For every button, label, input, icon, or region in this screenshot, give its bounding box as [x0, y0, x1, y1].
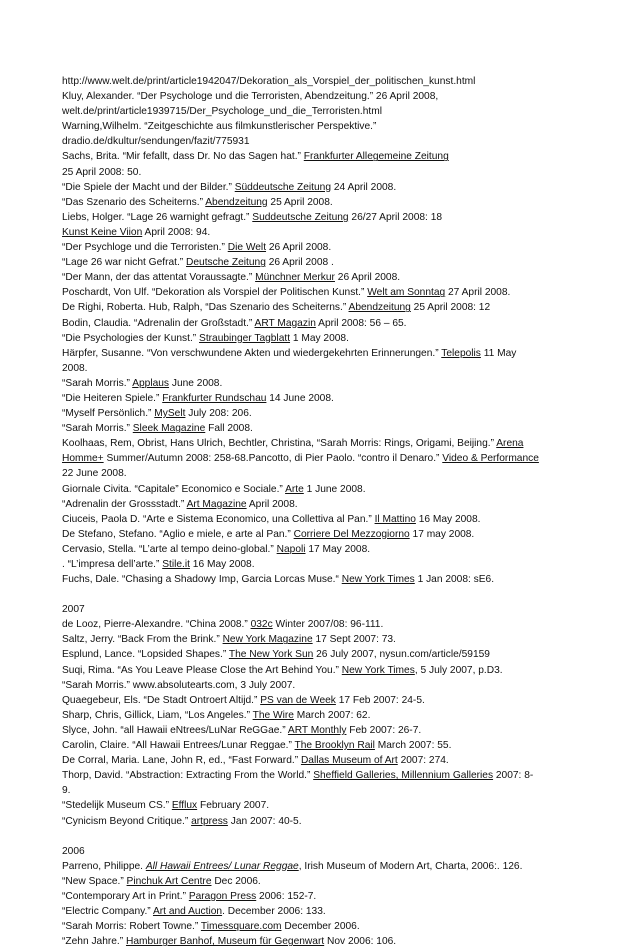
citation-text: Parreno, Philippe.	[62, 860, 146, 872]
citation-text: 2006: 152-7.	[256, 890, 317, 902]
citation-text: 16 May 2008.	[415, 513, 481, 525]
citation-text: “Die Heiteren Spiele.”	[62, 392, 163, 404]
citation-line	[62, 768, 587, 783]
citation-text: . December 2006: 133.	[222, 905, 326, 917]
citation-line	[62, 119, 587, 134]
citation-line	[62, 632, 587, 647]
citation-line	[62, 723, 587, 738]
citation-text: http://www.welt.de/print/article1942047/Dekoration_als_Vorspiel_der_politischen_kunst.html	[62, 76, 476, 87]
citation-line	[62, 874, 587, 889]
publication-title: Applaus	[132, 377, 170, 389]
citation-line	[62, 421, 587, 436]
publication-title: The Wire	[252, 709, 294, 721]
publication-title: New York Magazine	[222, 634, 313, 646]
publication-title: MySelt	[154, 408, 186, 420]
citation-text: Summer/Autumn 2008: 258-68.Pancotto, di Pier Paolo. “contro il Denaro.”	[103, 453, 443, 465]
citation-line	[62, 346, 587, 361]
citation-line	[62, 663, 587, 678]
citation-line	[62, 316, 587, 331]
citation-line	[62, 738, 587, 753]
citation-text: “Contemporary Art in Print.”	[62, 890, 189, 902]
citation-line	[62, 300, 587, 315]
citation-text: 2006	[62, 845, 85, 857]
publication-title: Suddeutsche Zeitung	[252, 211, 349, 223]
publication-title: Frankfurter Rundschau	[162, 392, 267, 404]
citation-text: De Stefano, Stefano. “Aglio e miele, e arte al Pan.”	[62, 528, 294, 540]
citation-line	[62, 647, 587, 662]
section-gap	[62, 587, 587, 602]
publication-title: New York Times	[341, 574, 415, 586]
citation-line	[62, 859, 587, 874]
citation-text: Winter 2007/08: 96-111.	[272, 619, 384, 631]
citation-line	[62, 693, 587, 708]
citation-text: April 2008.	[246, 498, 298, 510]
citation-text: 24 April 2008.	[331, 181, 397, 193]
citation-text: “Das Szenario des Scheiterns.”	[62, 196, 206, 208]
citation-line	[62, 542, 587, 557]
citation-line	[62, 436, 587, 451]
citation-line	[62, 104, 587, 119]
publication-title: Abendzeitung	[348, 302, 411, 314]
citation-line	[62, 240, 587, 255]
publication-title: Arena	[496, 438, 524, 450]
citation-text: Bodin, Claudia. “Adrenalin der Großstadt.”	[62, 317, 255, 329]
citation-text: “New Space.”	[62, 875, 127, 887]
citation-text: 26 April 2008 .	[265, 257, 334, 269]
publication-title: Pinchuk Art Centre	[126, 875, 212, 887]
publication-title: Homme+	[62, 453, 104, 465]
citation-text: 17 may 2008.	[409, 528, 475, 540]
citation-text: “Sarah Morris.” www.absolutearts.com, 3 July 2007.	[62, 679, 296, 691]
citation-line	[62, 331, 587, 346]
citation-line	[62, 753, 587, 768]
publication-title: Efflux	[171, 800, 198, 812]
citation-line	[62, 466, 587, 481]
citation-text: Esplund, Lance. “Lopsided Shapes.”	[62, 649, 229, 661]
citation-line	[62, 512, 587, 527]
citation-text: “Die Psychologies der Kunst.”	[62, 332, 200, 344]
publication-title: Sleek Magazine	[132, 423, 206, 435]
publication-title: New York Times	[341, 664, 415, 676]
citation-text: December 2006.	[281, 921, 360, 933]
publication-title: ART Magazin	[254, 317, 316, 329]
citation-line	[62, 602, 587, 617]
citation-text: “Adrenalin der Grossstadt.”	[62, 498, 187, 510]
publication-title: The Brooklyn Rail	[294, 740, 375, 752]
citation-line	[62, 165, 587, 180]
publication-title: Video & Performance	[442, 453, 539, 465]
citation-text: “Stedelijk Museum CS.”	[62, 800, 172, 812]
citation-text: 17 May 2008.	[305, 543, 371, 555]
citation-line	[62, 255, 587, 270]
citation-text: “Electric Company.”	[62, 905, 153, 917]
citation-text: 26 July 2007, nysun.com/article/59159	[313, 649, 490, 661]
citation-text: 25 April 2008: 12	[410, 302, 491, 314]
publication-title: Art Magazine	[186, 498, 247, 510]
citation-line	[62, 708, 587, 723]
citation-text: 2007: 8-	[493, 770, 534, 782]
citation-text: Slyce, John. “all Hawaii eNtrees/LuNar ReGGae.”	[62, 724, 288, 736]
citation-line	[62, 285, 587, 300]
citation-text: Feb 2007: 26-7.	[346, 724, 422, 736]
citation-line	[62, 783, 587, 798]
citation-text: “Sarah Morris: Robert Towne.”	[62, 921, 201, 933]
citation-text: “Der Psychloge und die Terroristen.”	[62, 242, 228, 254]
citation-text: Saltz, Jerry. “Back From the Brink.”	[62, 634, 223, 646]
publication-title: PS van de Week	[260, 694, 336, 706]
citation-text: April 2008: 56 – 65.	[315, 317, 407, 329]
citation-text: Kluy, Alexander. “Der Psychologe und die Terroristen, Abendzeitung.” 26 April 2008,	[62, 91, 439, 103]
publication-title: Sheffield Galleries, Millennium Galleries	[313, 770, 494, 782]
citation-line	[62, 210, 587, 225]
bibliography-section	[62, 602, 587, 828]
citation-text: de Looz, Pierre-Alexandre. “China 2008.”	[62, 619, 251, 631]
citation-text: De Corral, Maria. Lane, John R, ed., “Fast Forward.”	[62, 755, 301, 767]
bibliography-section	[62, 74, 587, 587]
citation-text: 17 Feb 2007: 24-5.	[335, 694, 425, 706]
publication-title: Dallas Museum of Art	[300, 755, 398, 767]
citation-line	[62, 557, 587, 572]
citation-text: Sachs, Brita. “Mir fefallt, dass Dr. No das Sagen hat.”	[62, 151, 304, 163]
citation-text: June 2008.	[169, 377, 223, 389]
bibliography-section	[62, 844, 587, 949]
citation-text: . “L’impresa dell’arte.”	[62, 559, 163, 570]
citation-text: 26 April 2008.	[334, 272, 401, 284]
citation-line	[62, 527, 587, 542]
citation-line	[62, 904, 587, 919]
citation-text: 17 Sept 2007: 73.	[312, 634, 396, 646]
citation-text: Jan 2007: 40-5.	[227, 815, 302, 827]
citation-line	[62, 391, 587, 406]
citation-line	[62, 572, 587, 587]
citation-text: Carolin, Claire. “All Hawaii Entrees/Lunar Reggae.”	[62, 740, 295, 752]
citation-text: “Lage 26 war nicht Gefrat.”	[62, 257, 187, 269]
citation-text: , Irish Museum of Modern Art, Charta, 2006:. 126.	[298, 860, 523, 872]
citation-text: February 2007.	[197, 800, 270, 812]
citation-text: Giornale Civita. “Capitale” Economico e Sociale.”	[62, 483, 286, 495]
publication-title: The New York Sun	[228, 649, 314, 661]
publication-title: Il Mattino	[374, 513, 416, 525]
citation-text: Fuchs, Dale. “Chasing a Shadowy Imp, Garcia Lorcas Muse.“	[62, 574, 342, 586]
publication-title: Telepolis	[441, 347, 481, 359]
citation-text: March 2007: 55.	[374, 740, 452, 752]
citation-text: Ciuceis, Paola D. “Arte e Sistema Economico, una Collettiva al Pan.”	[62, 513, 375, 525]
citation-text: 11 May	[480, 347, 517, 359]
citation-text: 26/27 April 2008: 18	[348, 211, 443, 223]
citation-line	[62, 180, 587, 195]
citation-text: 2007	[62, 604, 85, 616]
citation-text: 27 April 2008.	[445, 287, 511, 299]
publication-title: Welt am Sonntag	[367, 287, 446, 299]
citation-text: “Die Spiele der Macht und der Bilder.”	[62, 181, 235, 193]
publication-title: Münchner Merkur	[255, 272, 335, 284]
citation-text: 9.	[62, 785, 71, 797]
citation-text: welt.de/print/article1939715/Der_Psychologe_und_die_Terroristen.html	[62, 106, 382, 118]
citation-text: “Cynicism Beyond Critique.”	[62, 815, 192, 827]
citation-text: Dec 2006.	[211, 875, 261, 887]
citation-line	[62, 889, 587, 904]
citation-line	[62, 919, 587, 934]
citation-line	[62, 406, 587, 421]
citation-text: Poschardt, Von Ulf. “Dekoration als Vorspiel der Politischen Kunst.”	[62, 287, 368, 299]
citation-line	[62, 844, 587, 859]
section-gap	[62, 829, 587, 844]
citation-line	[62, 361, 587, 376]
citation-text: Warning,Wilhelm. “Zeitgeschichte aus filmkunstlerischer Perspektive.”	[62, 121, 377, 133]
citation-text: April 2008: 94.	[142, 226, 211, 238]
publication-title: Stile.it	[162, 559, 190, 570]
publication-title: Kunst Keine Viion	[62, 226, 143, 238]
citation-line	[62, 376, 587, 391]
publication-title: Timessquare.com	[200, 921, 282, 933]
citation-line	[62, 270, 587, 285]
publication-title: Abendzeitung	[205, 196, 268, 208]
publication-title: Hamburger Banhof, Museum für Gegenwart	[125, 936, 325, 948]
citation-text: July 208: 206.	[185, 408, 252, 420]
citation-text: “Myself Persönlich.”	[62, 408, 155, 420]
citation-text: “Zehn Jahre.”	[62, 936, 126, 948]
citation-text: “Sarah Morris.”	[62, 423, 133, 435]
citation-text: Koolhaas, Rem, Obrist, Hans Ulrich, Bechtler, Christina, “Sarah Morris: Rings, Origami, Beijing.”	[62, 438, 497, 450]
citation-text: , 5 July 2007, p.D3.	[414, 664, 503, 676]
publication-title: Straubinger Tagblatt	[199, 332, 291, 344]
citation-line	[62, 798, 587, 813]
citation-text: 1 May 2008.	[290, 332, 349, 344]
citation-line	[62, 482, 587, 497]
citation-text: 2008.	[62, 362, 88, 374]
publication-title: Art and Auction	[152, 905, 223, 917]
citation-text: Liebs, Holger. “Lage 26 warnight gefragt.”	[62, 211, 253, 223]
citation-text: Härpfer, Susanne. “Von verschwundene Akten und wiedergekehrten Erinnerungen.”	[62, 347, 442, 359]
citation-text: Thorp, David. “Abstraction: Extracting From the World.”	[62, 770, 314, 782]
publication-title: Corriere Del Mezzogiorno	[293, 528, 410, 540]
publication-title: Deutsche Zeitung	[186, 257, 266, 269]
citation-text: De Righi, Roberta. Hub, Ralph, “Das Szenario des Scheiterns.”	[62, 302, 349, 314]
citation-text: Sharp, Chris, Gillick, Liam, “Los Angeles.”	[62, 709, 253, 721]
publication-title: All Hawaii Entrees/ Lunar Reggae	[145, 860, 299, 872]
citation-text: Fall 2008.	[205, 423, 253, 435]
citation-line	[62, 497, 587, 512]
citation-text: 25 April 2008: 50.	[62, 166, 142, 178]
citation-line	[62, 678, 587, 693]
citation-line	[62, 134, 587, 149]
citation-line	[62, 195, 587, 210]
citation-text: 16 May 2008.	[189, 559, 255, 570]
publication-title: 032c	[250, 619, 273, 631]
citation-line	[62, 451, 587, 466]
citation-line	[62, 934, 587, 949]
publication-title: ART Monthly	[287, 724, 347, 736]
citation-text: Cervasio, Stella. “L’arte al tempo deino-global.”	[62, 543, 277, 555]
citation-line	[62, 225, 587, 240]
citation-line	[62, 89, 587, 104]
publication-title: Napoli	[276, 543, 306, 555]
citation-text: 22 June 2008.	[62, 468, 127, 480]
citation-text: “Sarah Morris.”	[62, 377, 133, 389]
citation-line	[62, 149, 587, 164]
citation-text: 1 Jan 2008: sE6.	[414, 574, 495, 586]
publication-title: Süddeutsche Zeitung	[234, 181, 332, 193]
publication-title: Frankfurter Allegemeine Zeitung	[303, 151, 449, 163]
citation-line	[62, 814, 587, 829]
citation-text: 14 June 2008.	[266, 392, 334, 404]
citation-text: “Der Mann, der das attentat Voraussagte.”	[62, 272, 256, 284]
citation-text: Suqi, Rima. “As You Leave Please Close the Art Behind You.”	[62, 664, 342, 676]
publication-title: artpress	[191, 815, 228, 827]
publication-title: Arte	[285, 483, 304, 495]
citation-text: 1 June 2008.	[303, 483, 366, 495]
citation-text: 2007: 274.	[397, 755, 449, 767]
citation-line	[62, 74, 587, 89]
citation-text: March 2007: 62.	[293, 709, 371, 721]
citation-text: dradio.de/dkultur/sendungen/fazit/775931	[62, 136, 250, 148]
citation-text: 26 April 2008.	[266, 242, 332, 254]
citation-text: 25 April 2008.	[267, 196, 333, 208]
citation-text: Nov 2006: 106.	[324, 936, 397, 948]
publication-title: Die Welt	[227, 242, 267, 254]
publication-title: Paragon Press	[188, 890, 257, 902]
citation-line	[62, 617, 587, 632]
citation-text: Quaegebeur, Els. “De Stadt Ontroert Altijd.”	[62, 694, 261, 706]
bibliography-page	[62, 74, 587, 949]
